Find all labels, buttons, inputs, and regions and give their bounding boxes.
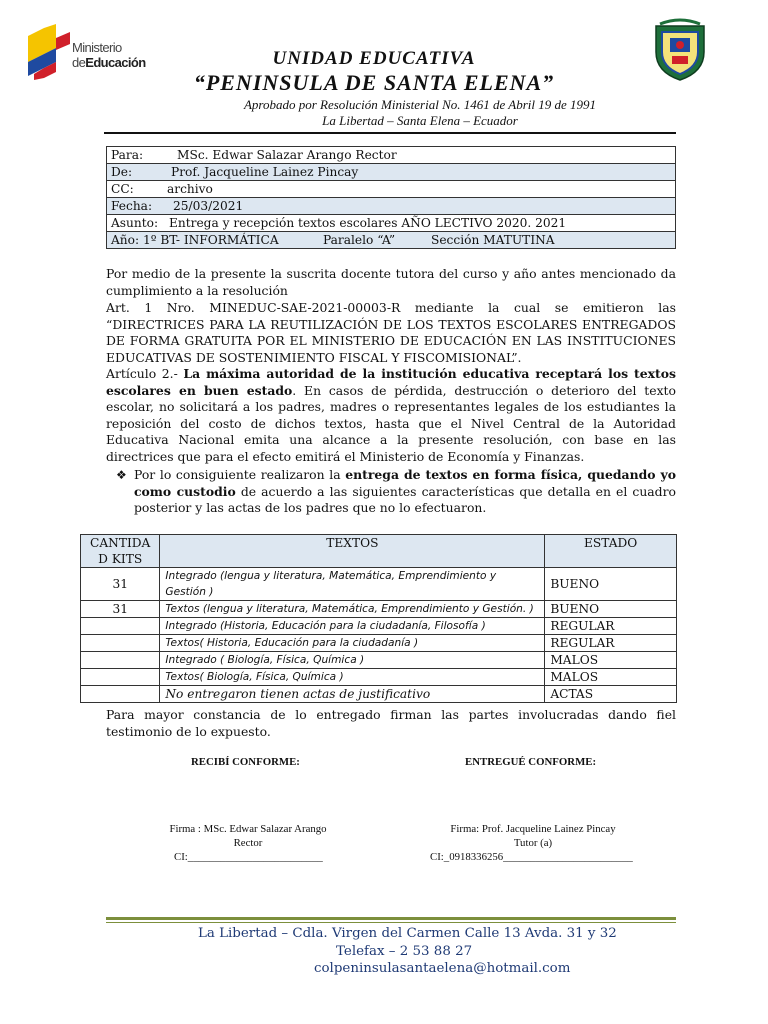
diamond-bullet-icon: ❖	[116, 468, 127, 482]
memo-label-asunto: Asunto:	[111, 216, 159, 230]
table-row	[81, 669, 677, 686]
kits-qty: 31	[81, 601, 160, 618]
bullet-paragraph	[116, 467, 676, 517]
footer-divider	[106, 917, 676, 920]
kits-state: MALOS	[545, 669, 677, 686]
memo-row-para	[107, 147, 676, 164]
kits-qty	[81, 618, 160, 635]
table-row	[81, 686, 677, 703]
memo-header-table	[106, 146, 676, 249]
memo-anio: Año: 1º BT- INFORMÁTICA	[111, 233, 279, 247]
logo-text-educacion: Educación	[85, 55, 146, 70]
memo-paralelo: Paralelo “A”	[323, 233, 396, 247]
kits-header-row	[81, 535, 677, 568]
memo-row-de	[107, 164, 676, 181]
kits-texts: Textos( Historia, Educación para la ciudadanía )	[160, 635, 545, 652]
memo-label-de: De:	[111, 165, 133, 179]
kits-texts: Textos (lengua y literatura, Matemática, Emprendimiento y Gestión. )	[160, 601, 545, 618]
table-row	[81, 652, 677, 669]
kits-state: MALOS	[545, 652, 677, 669]
table-row	[81, 618, 677, 635]
memo-value-para: MSc. Edwar Salazar Arango Rector	[177, 148, 397, 162]
kits-texts: Textos( Biología, Física, Química )	[160, 669, 545, 686]
kits-state: REGULAR	[545, 635, 677, 652]
signature-left-name: Firma : MSc. Edwar Salazar Arango	[169, 823, 327, 835]
logo-text-ministerio: Ministerio	[72, 40, 122, 55]
memo-value-fecha: 25/03/2021	[173, 199, 244, 213]
header-textos: TEXTOS	[160, 535, 545, 568]
memo-row-curso	[107, 232, 676, 249]
approval-resolution: Aprobado por Resolución Ministerial No. 1461 de Abril 19 de 1991	[243, 97, 597, 112]
kits-qty	[81, 669, 160, 686]
kits-texts: Integrado ( Biología, Física, Química )	[160, 652, 545, 669]
kits-state: BUENO	[545, 601, 677, 618]
ecuador-flag-emblem-icon	[26, 24, 72, 80]
kits-state: REGULAR	[545, 618, 677, 635]
footer-phone: Telefax – 2 53 88 27	[336, 944, 473, 959]
memo-row-cc	[107, 181, 676, 198]
memo-seccion: Sección MATUTINA	[431, 233, 555, 247]
memo-value-cc: archivo	[167, 182, 213, 196]
header-divider	[104, 132, 676, 134]
footer-divider-thin	[106, 922, 676, 923]
kits-qty	[81, 652, 160, 669]
footer-email: colpeninsulasantaelena@hotmail.com	[314, 961, 571, 976]
kits-qty	[81, 686, 160, 703]
closing-paragraph: Para mayor constancia de lo entregado firman las partes involucradas dando fiel testimonio de lo expuesto.	[106, 707, 676, 739]
signature-right-name: Firma: Prof. Jacqueline Lainez Pincay	[450, 823, 616, 835]
article-1-paragraph: Art. 1 Nro. MINEDUC-SAE-2021-00003-R mediante la cual se emitieron las “DIRECTRICES PARA LA REUTILIZACIÓN DE LOS TEXTOS ESCOLARES ENTREGADOS DE FORMA GRATUITA POR EL MINISTERIO DE EDUCACIÓN EN LAS INSTITUCIONES EDUCATIVAS DE SOSTENIMIENTO FISCAL Y FISCOMISIONAL”.	[106, 300, 676, 365]
table-row	[81, 601, 677, 618]
table-row	[81, 568, 677, 601]
signature-left-role: Rector	[233, 837, 263, 849]
memo-label-para: Para:	[111, 148, 144, 162]
article-2-prefix: Artículo 2.-	[106, 366, 184, 381]
received-heading: RECIBÍ CONFORME:	[191, 756, 300, 768]
textbook-kits-table	[80, 534, 677, 703]
kits-qty	[81, 635, 160, 652]
footer-address: La Libertad – Cdla. Virgen del Carmen Calle 13 Avda. 31 y 32	[198, 926, 617, 941]
school-title-line1: UNIDAD EDUCATIVA	[272, 48, 476, 69]
article-2-rest: . En casos de pérdida, destrucción o deterioro del texto escolar, no solicitará a los padres, madres o representantes legales de los estudiantes la reposición del costo de dichos textos, hasta que el Nivel Central de la Autoridad Educativa Nacional emita una alcance a la presente resolución, con base en las directrices que para el efecto emitirá el Ministerio de Economía y Finanzas.	[106, 382, 676, 464]
signature-left-ci: CI:_________________________	[174, 851, 323, 863]
bullet-prefix: Por lo consiguiente realizaron la	[134, 467, 346, 482]
intro-paragraph: Por medio de la presente la suscrita docente tutora del curso y año antes mencionado da cumplimiento a la resolución	[106, 266, 676, 298]
kits-qty: 31	[81, 568, 160, 601]
article-2-bold: La máxima autoridad de la institución educativa receptará los textos escolares en buen estado	[106, 366, 676, 398]
logo-text-de: de	[72, 55, 86, 70]
memo-row-fecha	[107, 198, 676, 215]
header-cantidad-kits: CANTIDA D KITS	[81, 535, 160, 568]
signature-right-ci: CI:_0918336256________________________	[430, 851, 633, 863]
memo-value-asunto: Entrega y recepción textos escolares AÑO LECTIVO 2020. 2021	[169, 216, 567, 230]
school-seal-icon	[650, 18, 710, 82]
school-title-line2: “PENINSULA DE SANTA ELENA”	[193, 70, 555, 95]
kits-state: ACTAS	[545, 686, 677, 703]
table-row	[81, 635, 677, 652]
school-location: La Libertad – Santa Elena – Ecuador	[322, 113, 518, 128]
delivered-heading: ENTREGUÉ CONFORME:	[465, 756, 597, 768]
memo-label-cc: CC:	[111, 182, 134, 196]
signature-right-role: Tutor (a)	[513, 837, 553, 849]
memo-value-de: Prof. Jacqueline Lainez Pincay	[171, 165, 359, 179]
kits-state: BUENO	[545, 568, 677, 601]
bullet-bold: entrega de textos en forma física, quedando yo como custodio	[134, 467, 676, 499]
kits-texts: Integrado (lengua y literatura, Matemática, Emprendimiento y Gestión )	[160, 568, 545, 601]
kits-texts: No entregaron tienen actas de justificativo	[160, 686, 545, 703]
memo-row-asunto	[107, 215, 676, 232]
bullet-rest: de acuerdo a las siguientes características que detalla en el cuadro posterior y las actas de los padres que no lo efectuaron.	[134, 483, 676, 515]
header-estado: ESTADO	[545, 535, 677, 568]
memo-label-fecha: Fecha:	[111, 199, 153, 213]
kits-texts: Integrado (Historia, Educación para la ciudadanía, Filosofía )	[160, 618, 545, 635]
article-2-paragraph	[106, 366, 676, 465]
